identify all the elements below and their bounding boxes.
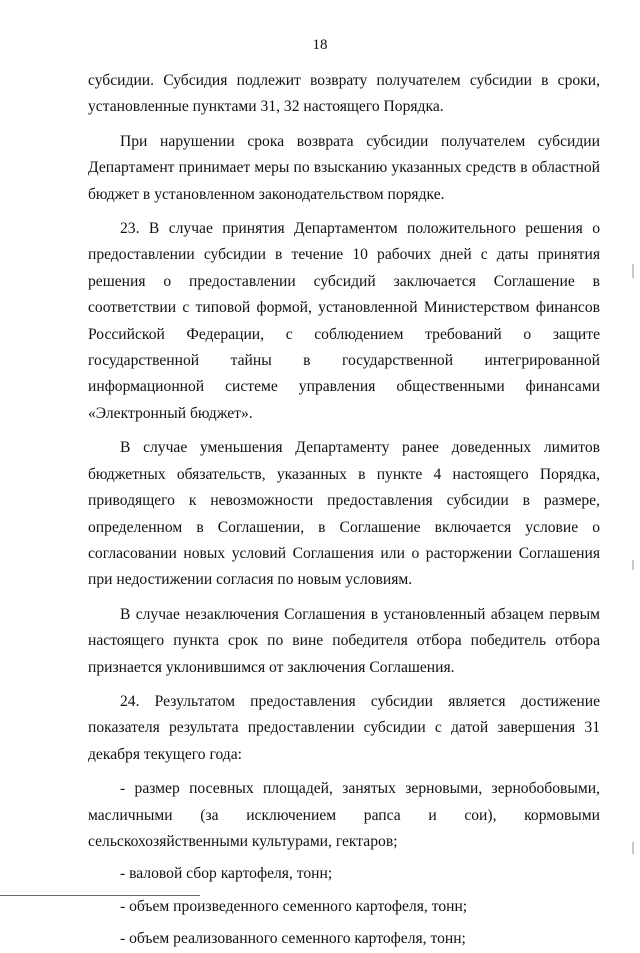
paragraph-item-23: 23. В случае принятия Департаментом положительного решения о предоставлении субсидии в течение 10 рабочих дней с даты принятия решения о предоставлении субсидий заключается Соглашение в соответствии с типовой формой, установленной Министерством финансов Российской Федерации, с соблюдением требований о защите государственной тайны в государственной интегрированной информационной системе управления общественными финансами «Электронный бюджет». <box>88 220 600 422</box>
paragraph-subsidy-return: субсидии. Субсидия подлежит возврату получателем субсидии в сроки, установленные пунктами 31, 32 настоящего Порядка. <box>88 72 600 116</box>
paragraph-violation-return: При нарушении срока возврата субсидии получателем субсидии Департамент принимает меры по взысканию указанных средств в областной бюджет в установленном законодательством порядке. <box>88 132 600 203</box>
footnote-divider <box>0 895 200 896</box>
list-item: - объем реализованного семенного картофеля, тонн; <box>120 930 466 948</box>
paragraph-item-24: 24. Результатом предоставления субсидии является достижение показателя результата предоставлении субсидии с датой завершения 31 декабря текущего года: <box>88 692 600 763</box>
scan-artifact <box>632 560 634 570</box>
scan-artifact <box>632 264 634 278</box>
list-item: - объем произведенного семенного картофеля, тонн; <box>120 897 468 915</box>
paragraph-limit-reduction: В случае уменьшения Департаменту ранее доведенных лимитов бюджетных обязательств, указанных в пункте 4 настоящего Порядка, приводящего к невозможности предоставления субсидии в размере, определенном в Соглашении, в Соглашение включается условие о согласовании новых условий Соглашения или о расторжении Соглашения при недостижении согласия по новым условиям. <box>88 439 600 589</box>
scan-artifact <box>632 842 634 854</box>
page-number: 18 <box>312 37 328 53</box>
list-item: - валовой сбор картофеля, тонн; <box>120 865 333 883</box>
list-item: - размер посевных площадей, занятых зерновыми, зернобобовыми, масличными (за исключением рапса и сои), кормовыми сельскохозяйственными культурами, гектаров; <box>88 780 600 850</box>
paragraph-non-conclusion: В случае незаключения Соглашения в установленный абзацем первым настоящего пункта срок по вине победителя отбора победитель отбора признается уклонившимся от заключения Соглашения. <box>88 605 600 676</box>
document-body <box>88 68 600 953</box>
